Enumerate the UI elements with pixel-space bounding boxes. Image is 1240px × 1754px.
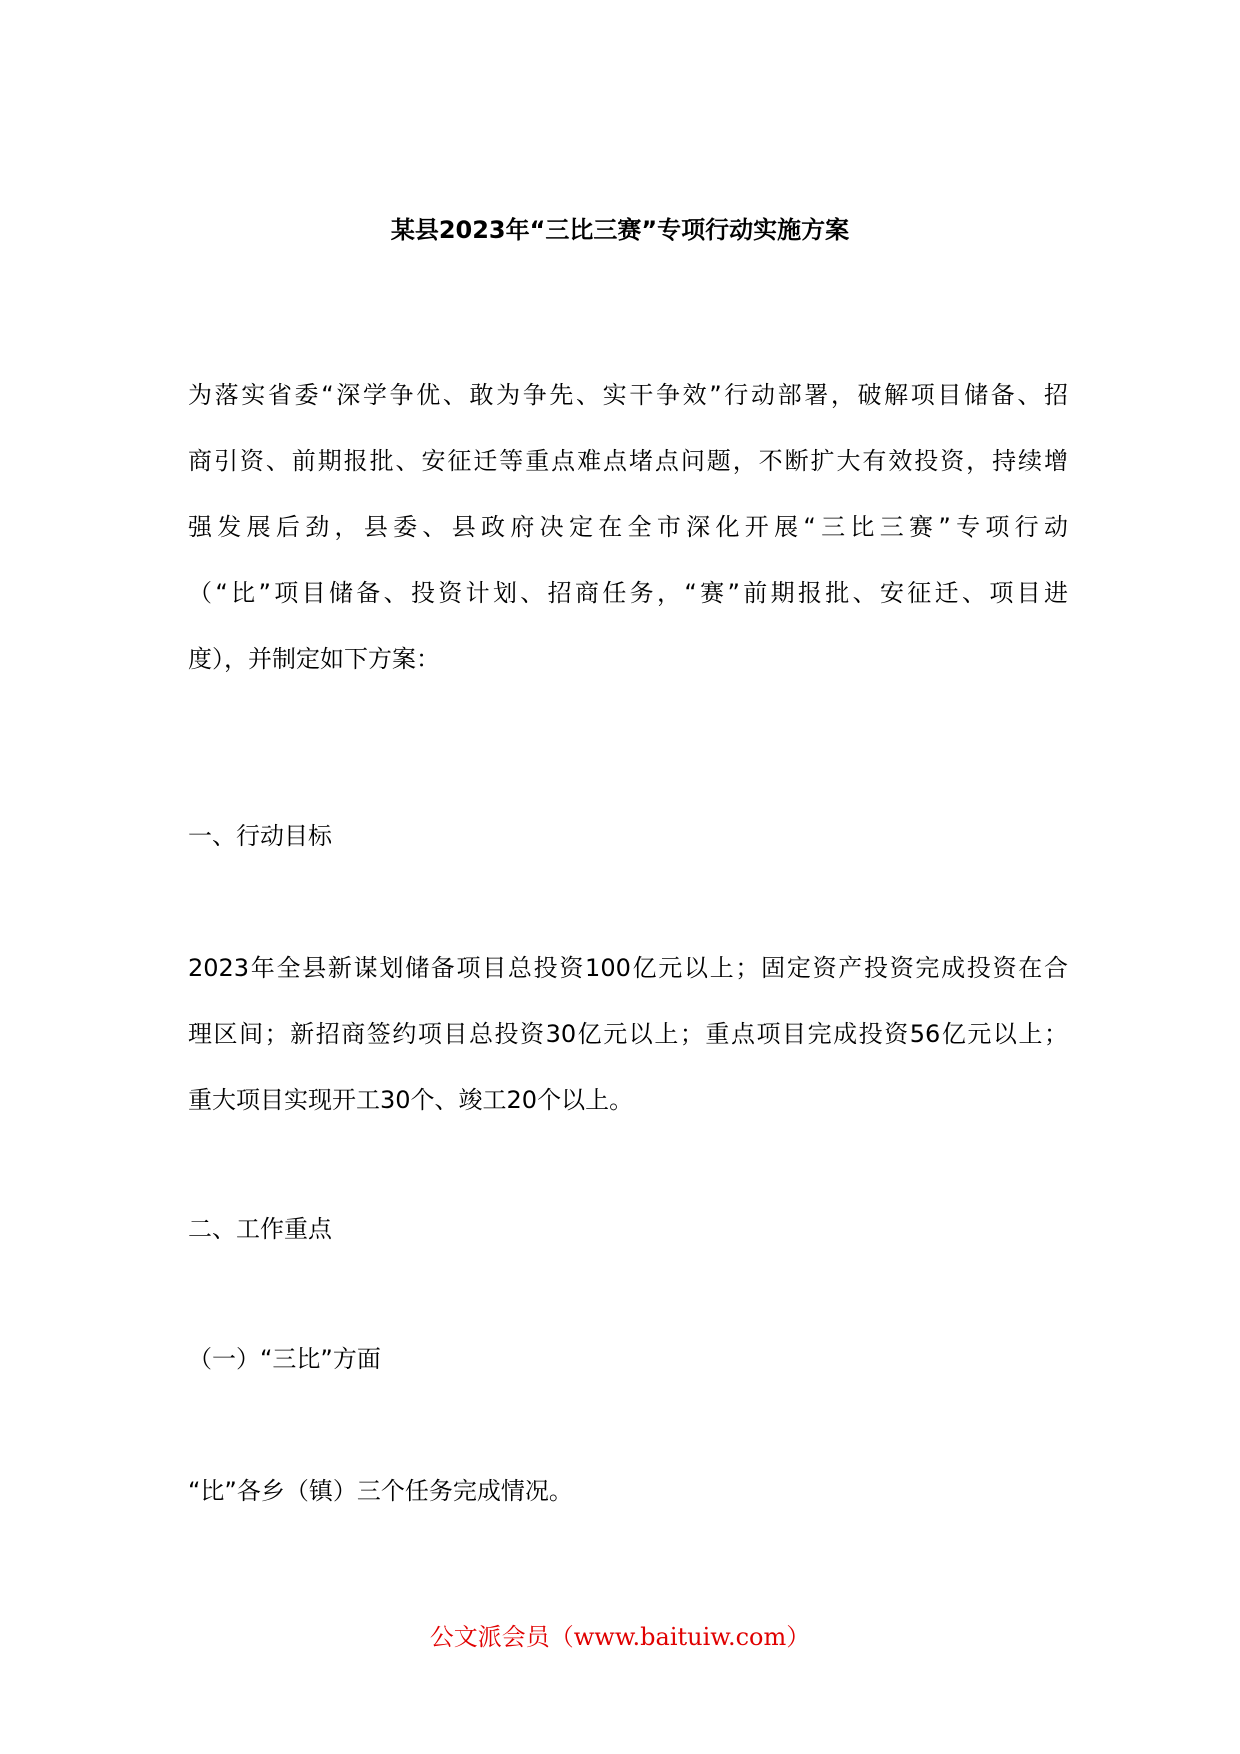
intro-line: 强发展后劲，县委、县政府决定在全市深化开展“三比三赛”专项行动 xyxy=(188,513,1068,541)
section1-line: 重大项目实现开工30个、竣工20个以上。 xyxy=(188,1086,634,1114)
intro-line: 度），并制定如下方案： xyxy=(188,645,440,673)
intro-line: （“比”项目储备、投资计划、招商任务，“赛”前期报批、安征迁、项目进 xyxy=(188,579,1068,607)
subsection1-heading: （一）“三比”方面 xyxy=(188,1345,381,1373)
section1-paragraph xyxy=(188,935,1068,1133)
footer-watermark xyxy=(0,1620,1240,1654)
section2-heading: 二、工作重点 xyxy=(188,1215,332,1243)
footer-url-link[interactable]: www.baituiw.com xyxy=(573,1623,787,1651)
section1-line: 2023年全县新谋划储备项目总投资100亿元以上；固定资产投资完成投资在合 xyxy=(188,954,1068,982)
section1-heading: 一、行动目标 xyxy=(188,822,332,850)
subsection1-text: “比”各乡（镇）三个任务完成情况。 xyxy=(188,1477,573,1505)
intro-line: 商引资、前期报批、安征迁等重点难点堵点问题，不断扩大有效投资，持续增 xyxy=(188,447,1068,475)
footer-suffix: ） xyxy=(786,1623,811,1651)
intro-line: 为落实省委“深学争优、敢为争先、实干争效”行动部署，破解项目储备、招 xyxy=(188,381,1068,409)
section1-line: 理区间；新招商签约项目总投资30亿元以上；重点项目完成投资56亿元以上； xyxy=(188,1020,1068,1048)
intro-paragraph xyxy=(188,362,1068,692)
document-title: 某县2023年“三比三赛”专项行动实施方案 xyxy=(390,216,850,244)
footer-prefix: 公文派会员（ xyxy=(429,1623,574,1651)
